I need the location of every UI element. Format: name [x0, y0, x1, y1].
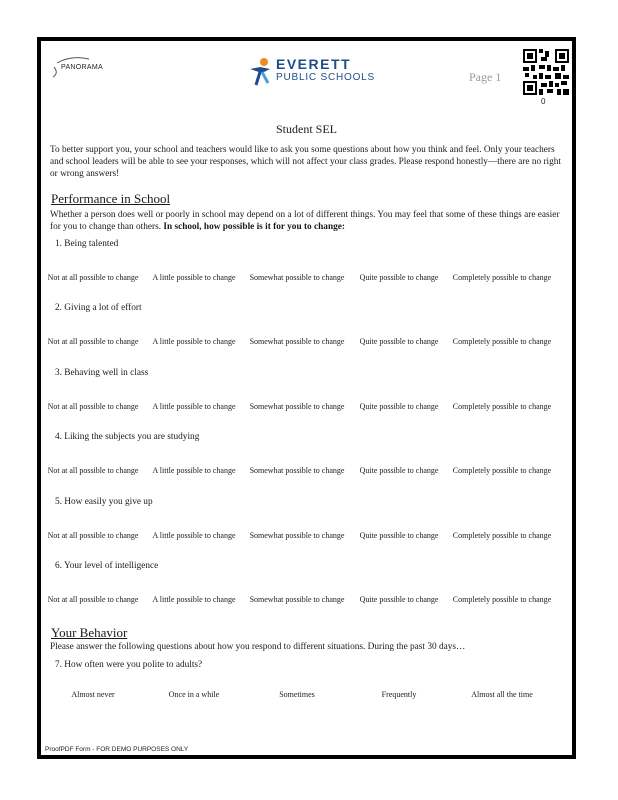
answer-option[interactable]: Not at all possible to change: [47, 401, 139, 411]
answer-option[interactable]: Quite possible to change: [359, 401, 439, 411]
answer-options: [47, 401, 565, 426]
answer-option[interactable]: A little possible to change: [152, 401, 236, 411]
question-text: 2. Giving a lot of effort: [55, 303, 142, 314]
answer-option[interactable]: Almost all the time: [471, 690, 533, 699]
answer-option[interactable]: Somewhat possible to change: [249, 595, 345, 604]
answer-option[interactable]: Completely possible to change: [452, 466, 552, 476]
answer-option[interactable]: Quite possible to change: [359, 466, 439, 476]
qr-number: 0: [541, 97, 546, 106]
answer-options: [47, 273, 565, 297]
question-text: 4. Liking the subjects you are studying: [55, 432, 200, 443]
section-description-behavior: Please answer the following questions about how you respond to different situations. During the past 30 days…: [50, 642, 466, 652]
survey-page: [37, 37, 576, 759]
answer-option[interactable]: Somewhat possible to change: [249, 530, 345, 540]
answer-option[interactable]: Frequently: [381, 690, 417, 699]
panorama-logo: [51, 53, 121, 83]
district-name: EVERETT: [276, 56, 352, 72]
answer-option[interactable]: A little possible to change: [152, 530, 236, 540]
section-heading-behavior: Your Behavior: [51, 625, 128, 640]
answer-options: [47, 337, 565, 361]
answer-option[interactable]: Quite possible to change: [359, 273, 439, 282]
section-prompt: In school, how possible is it for you to change:: [163, 222, 346, 232]
answer-option[interactable]: Not at all possible to change: [47, 530, 139, 540]
answer-option[interactable]: Completely possible to change: [452, 337, 552, 347]
answer-option[interactable]: Somewhat possible to change: [249, 466, 345, 476]
section-description-text: Whether a person does well or poorly in school may depend on a lot of different things. You may feel that some of these things are easier for you to change than others.: [50, 210, 560, 232]
survey-title: Student SEL: [275, 122, 337, 136]
qr-code-icon: [523, 49, 569, 95]
everett-logo: [246, 55, 386, 89]
answer-options: [47, 530, 565, 555]
answer-option[interactable]: Almost never: [71, 690, 115, 699]
answer-option[interactable]: Not at all possible to change: [47, 273, 139, 282]
question-text: 7. How often were you polite to adults?: [55, 660, 203, 670]
answer-option[interactable]: Completely possible to change: [452, 401, 552, 411]
answer-option[interactable]: Quite possible to change: [359, 530, 439, 540]
footer-note: ProofPDF Form - FOR DEMO PURPOSES ONLY: [45, 746, 189, 753]
answer-options: [47, 466, 565, 490]
answer-option[interactable]: Completely possible to change: [452, 273, 552, 282]
question-text: 5. How easily you give up: [55, 496, 153, 507]
intro-text: To better support you, your school and teachers would like to ask you some questions about how you think and feel. Only your teachers and school leaders will be able to see your responses, which will not affect your class grades. Please respond honestly—there are no right or wrong answers!: [50, 145, 562, 179]
answer-option[interactable]: Not at all possible to change: [47, 466, 139, 476]
panorama-logo-text: PANORAMA: [61, 64, 103, 71]
answer-option[interactable]: Completely possible to change: [452, 530, 552, 540]
answer-option[interactable]: Sometimes: [279, 690, 315, 699]
question-text: 3. Behaving well in class: [55, 367, 149, 378]
answer-options: [47, 595, 565, 619]
answer-option[interactable]: Somewhat possible to change: [249, 401, 345, 411]
answer-option[interactable]: A little possible to change: [152, 273, 236, 282]
question-text: 6. Your level of intelligence: [55, 561, 159, 571]
page-header: [41, 41, 572, 121]
answer-option[interactable]: A little possible to change: [152, 595, 236, 604]
answer-option[interactable]: Quite possible to change: [359, 337, 439, 347]
question-text: 1. Being talented: [55, 239, 119, 249]
answer-option[interactable]: Quite possible to change: [359, 595, 439, 604]
page-number: Page 1: [469, 70, 502, 84]
answer-option[interactable]: Not at all possible to change: [47, 337, 139, 347]
answer-option[interactable]: Somewhat possible to change: [249, 337, 345, 347]
answer-option[interactable]: Once in a while: [168, 690, 220, 699]
answer-option[interactable]: Not at all possible to change: [47, 595, 139, 604]
answer-option[interactable]: Somewhat possible to change: [249, 273, 345, 282]
section-description-performance: [50, 209, 565, 233]
section-heading-performance: Performance in School: [51, 191, 171, 206]
answer-option[interactable]: Completely possible to change: [452, 595, 552, 604]
answer-options: [51, 690, 565, 714]
answer-option[interactable]: A little possible to change: [152, 337, 236, 347]
district-subtitle: PUBLIC SCHOOLS: [276, 72, 376, 83]
answer-option[interactable]: A little possible to change: [152, 466, 236, 476]
everett-star-icon: [246, 55, 276, 89]
